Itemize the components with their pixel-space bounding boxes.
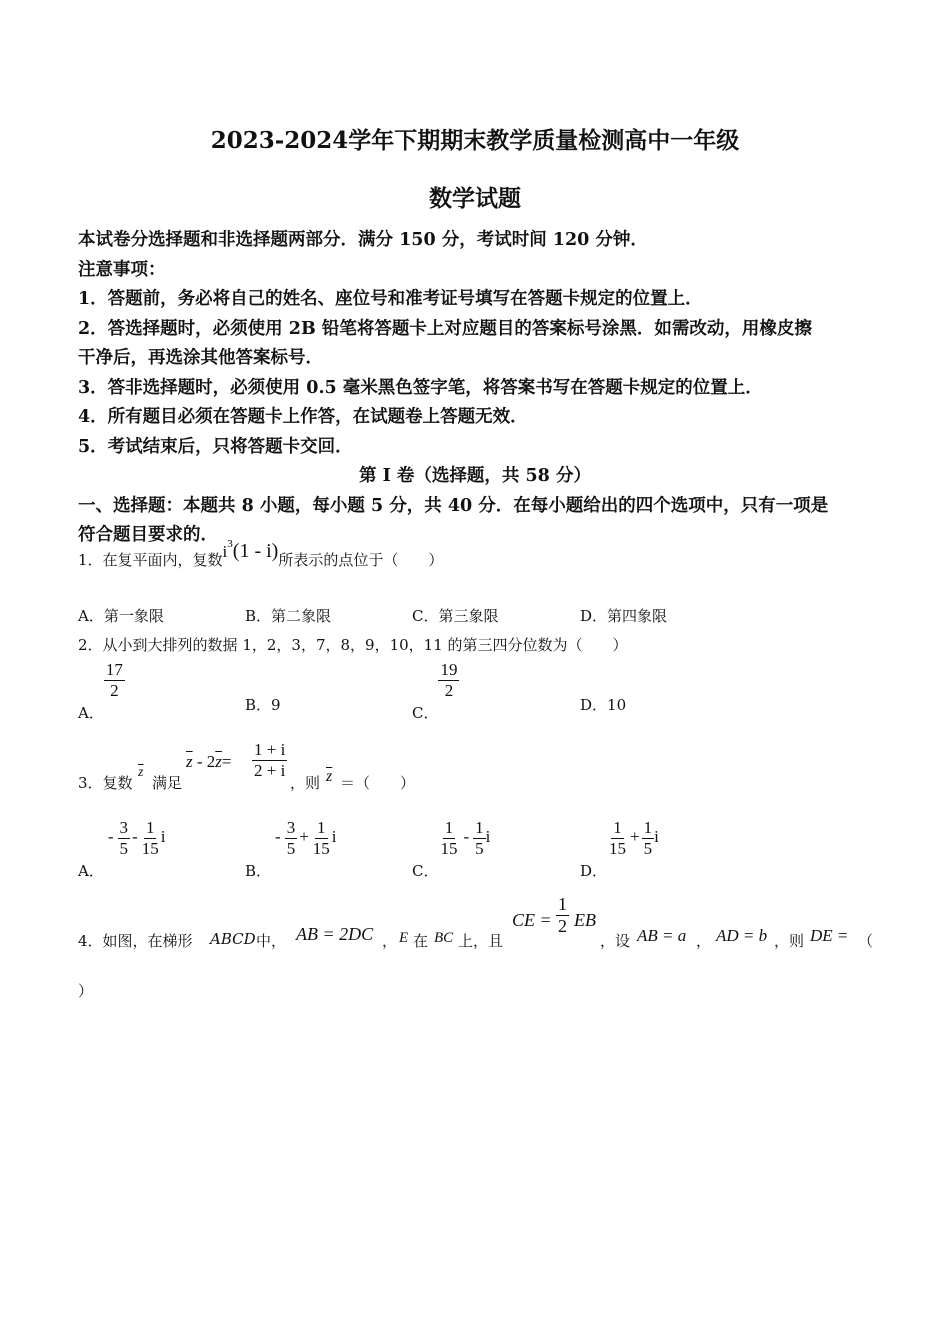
- q1-factor: (1 - i): [232, 540, 279, 562]
- option-fraction-1: [118, 818, 131, 858]
- option-unit: i: [331, 827, 337, 847]
- fraction-numerator: 3: [286, 818, 296, 837]
- option-label: A．: [78, 862, 104, 881]
- option-sign: +: [630, 827, 640, 847]
- q3-eq-minus: - 2: [192, 752, 216, 771]
- q4-ab: AB = a: [637, 926, 687, 945]
- fraction-numerator: 1: [145, 818, 155, 837]
- q1-base: i: [222, 542, 228, 561]
- fraction-denominator: 5: [643, 838, 653, 858]
- notice-item-5: 5．考试结束后，只将答题卡交回．: [78, 437, 353, 457]
- q4-de: DE =: [810, 926, 849, 945]
- q4-then: ，则: [774, 932, 805, 950]
- q3-eq-sign: =: [221, 752, 232, 771]
- fraction-numerator: 17: [105, 660, 123, 679]
- q2-option-a-fraction: [104, 660, 125, 700]
- intro-line: 本试卷分选择题和非选择题两部分．满分 150 分，考试时间 120 分钟．: [78, 230, 648, 250]
- q4-in: 中，: [256, 932, 287, 950]
- fraction-numerator: 1: [613, 818, 622, 837]
- q2-option-c-label: C．: [412, 704, 439, 723]
- fraction-denominator: 15: [312, 838, 330, 858]
- q3-mid: 满足: [152, 774, 183, 792]
- q2-option-b: B．9: [245, 696, 281, 714]
- part-heading: 第 I 卷（选择题，共 58 分）: [359, 466, 591, 486]
- q3-then: ，则: [290, 774, 321, 792]
- q1-suffix: 所表示的点位于（ ）: [278, 551, 444, 569]
- option-fraction-1: [285, 818, 298, 858]
- q4-condition-1: AB = 2DC: [296, 924, 374, 944]
- q4-segment: BC: [434, 930, 454, 946]
- q2-option-d: D．10: [580, 696, 627, 714]
- notice-item-2: 2．答选择题时，必须使用 2B 铅笔将答题卡上对应题目的答案标号涂黑．如需改动，用橡皮擦: [78, 319, 812, 339]
- fraction-denominator: 5: [119, 838, 129, 858]
- q4-prefix: 4．如图，在梯形: [78, 932, 193, 950]
- notice-item-4: 4．所有题目必须在答题卡上作答，在试题卷上答题无效．: [78, 407, 528, 427]
- option-fraction-1: [438, 818, 459, 858]
- fraction-denominator: 15: [440, 838, 458, 858]
- option-sign: +: [299, 827, 309, 847]
- q1-option-b: B．第二象限: [245, 607, 332, 625]
- q3-option-a: [78, 818, 166, 881]
- option-unit: i: [160, 827, 166, 847]
- option-label: B．: [245, 862, 272, 881]
- exam-title: 2023-2024学年下期期末教学质量检测高中一年级: [210, 127, 740, 154]
- q3-option-c: [412, 818, 491, 881]
- q3-variable: $\overline{z}$: [138, 765, 144, 780]
- q3-option-b: [245, 818, 337, 881]
- q4-point: E: [399, 930, 409, 946]
- fraction-numerator: 1: [643, 818, 653, 837]
- notice-item-2-cont: 干净后，再选涂其他答案标号．: [78, 348, 323, 368]
- q1-option-a: A．第一象限: [78, 607, 164, 625]
- option-fraction-2: [473, 818, 486, 858]
- q3-equation-left: [186, 752, 232, 772]
- q4-on: 在: [413, 932, 429, 950]
- option-fraction-2: [311, 818, 332, 858]
- option-sign: -: [463, 827, 470, 847]
- q3-prefix: 3．复数: [78, 774, 133, 792]
- fraction-denominator: 2 + i: [254, 760, 286, 780]
- section-instructions-cont: 符合题目要求的．: [78, 525, 218, 545]
- section-instructions: 一、选择题：本题共 8 小题，每小题 5 分，共 40 分．在每小题给出的四个选项中，只有一项是: [78, 496, 829, 516]
- q3-fraction: [252, 740, 287, 780]
- fraction-numerator: 1: [444, 818, 454, 837]
- q4-eb: EB: [574, 910, 596, 930]
- fraction-denominator: 5: [286, 838, 296, 858]
- q4-separator-2: ，: [696, 932, 712, 950]
- notice-item-1: 1．答题前，务必将自己的姓名、座位号和准考证号填写在答题卡规定的位置上．: [78, 289, 703, 309]
- q3-eq-var-2: $\overline{z}$: [215, 752, 222, 771]
- q3-ask-variable: $\overline{z}$: [326, 768, 333, 785]
- q4-and: 上，且: [458, 932, 504, 950]
- q1-prefix: 1．在复平面内，复数: [78, 551, 223, 569]
- q2-option-a: [78, 660, 125, 723]
- q2-option-c: [412, 660, 459, 723]
- notice-item-3: 3．答非选择题时，必须使用 0.5 毫米黑色签字笔，将答案书写在答题卡规定的位置上．: [78, 378, 763, 398]
- fraction-numerator: 19: [440, 660, 458, 679]
- q1-option-c: C．第三象限: [412, 607, 499, 625]
- fraction-numerator: 1 + i: [254, 740, 286, 759]
- fraction-numerator: 1: [475, 818, 484, 837]
- q2-option-c-fraction: [438, 660, 459, 700]
- notice-label: 注意事项：: [78, 260, 166, 280]
- fraction-numerator: 1: [317, 818, 326, 837]
- q4-ce: CE =: [512, 910, 552, 930]
- q3-eq-var-1: $\overline{z}$: [186, 752, 193, 771]
- q1-option-d: D．第四象限: [580, 607, 668, 625]
- fraction-denominator: 5: [475, 838, 484, 858]
- q4-half-fraction: [556, 894, 569, 936]
- fraction-numerator: 1: [558, 894, 567, 914]
- q4-set: ，设: [600, 932, 631, 950]
- fraction-denominator: 15: [141, 838, 159, 858]
- q4-ad: AD = b: [716, 926, 768, 945]
- option-unit: i: [654, 827, 659, 847]
- q1-exponent: 3: [227, 538, 233, 550]
- option-fraction-2: [140, 818, 161, 858]
- fraction-numerator: 3: [119, 818, 129, 837]
- option-sign: -: [107, 827, 114, 847]
- q3-option-d: [580, 818, 659, 881]
- question-2: 2．从小到大排列的数据 1，2，3，7，8，9，10，11 的第三四分位数为（ ）: [78, 636, 628, 654]
- option-fraction-1: [607, 818, 628, 858]
- q4-separator-1: ，: [382, 932, 398, 950]
- q3-ask-suffix: ＝（ ）: [340, 774, 416, 792]
- q2-option-a-label: A．: [78, 704, 104, 723]
- half-fraction: [556, 894, 569, 936]
- q4-close-paren: ）: [78, 982, 94, 1000]
- option-unit: i: [485, 827, 491, 847]
- fraction-denominator: 2: [558, 915, 567, 936]
- q3-equation-fraction: [252, 740, 287, 780]
- option-sign: -: [275, 827, 281, 847]
- option-fraction-2: [642, 818, 655, 858]
- fraction-denominator: 2: [444, 680, 454, 700]
- option-sign: -: [132, 827, 138, 847]
- fraction-denominator: 15: [609, 838, 627, 858]
- q4-open-paren: （: [858, 932, 874, 950]
- fraction-denominator: 2: [110, 680, 119, 700]
- exam-subtitle: 数学试题: [429, 185, 521, 212]
- question-1: [78, 538, 444, 571]
- option-label: C．: [412, 862, 439, 881]
- option-label: D．: [580, 862, 608, 881]
- q4-shape: ABCD: [210, 930, 256, 948]
